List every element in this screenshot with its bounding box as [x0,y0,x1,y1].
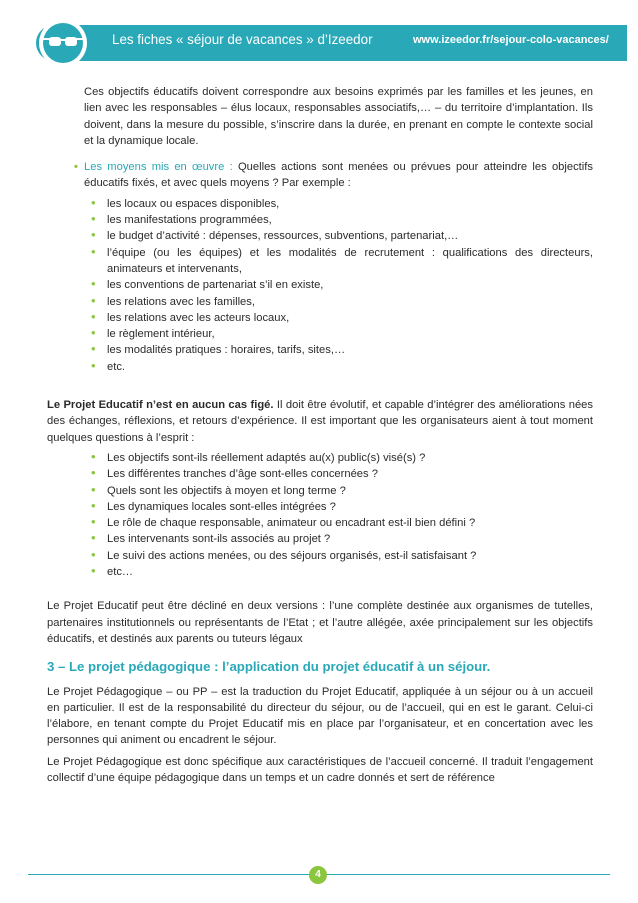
bullet-icon: • [91,292,96,308]
evolving-text: Il doit être évolutif, et capable d’intégrer des améliorations nées des échanges, réflexions, et retours d’expérience. Il est important que les organisateurs aient à tout moment quelques questions à l’esprit : [47,399,593,444]
list-item: • les locaux ou espaces disponibles, [91,194,280,210]
list-item: • etc… [91,563,134,579]
list-item: • les relations avec les acteurs locaux, [91,308,290,324]
questions-list [47,450,593,580]
bullet-icon: • [91,308,96,324]
list-item: • les modalités pratiques : horaires, tarifs, sites,… [91,341,346,357]
bullet-icon: • [91,276,96,292]
bullet-icon: • [91,341,96,357]
list-item: • Les intervenants sont-ils associés au projet ? [91,530,331,546]
section-3-title: 3 – Le projet pédagogique : l’application du projet éducatif à un séjour. [47,659,491,675]
bullet-icon: • [74,161,78,174]
bullet-icon: • [91,497,96,513]
evolving-paragraph [47,397,593,446]
page-header [0,0,638,62]
bullet-icon: • [91,357,96,373]
bullet-icon: • [91,465,96,481]
means-label: Les moyens mis en œuvre : [84,161,233,174]
bullet-icon: • [91,194,96,210]
list-item: • Quels sont les objectifs à moyen et long terme ? [91,481,346,497]
bullet-icon: • [91,448,96,464]
bullet-icon: • [91,530,96,546]
means-text: Quelles actions sont menées ou prévues pour atteindre les objectifs éducatifs fixés, et avec quels moyens ? Par exemple : [84,161,593,190]
list-item: • Les dynamiques locales sont-elles intégrées ? [91,497,336,513]
section-3-paragraph-2: Le Projet Pédagogique est donc spécifique aux caractéristiques de l’accueil concerné. Il traduit l’engagement collectif d’une équipe pédagogique dans un temps et un cadre donnés et sert de référence [47,755,593,784]
header-title: Les fiches « séjour de vacances » d’Izeedor [112,32,373,47]
intro-paragraph: Ces objectifs éducatifs doivent correspondre aux besoins exprimés par les familles et les jeunes, en lien avec les responsables – élus locaux, responsables associatifs,… – du territoire d’implantation. Ils doivent, dans la mesure du possible, s’inscrire dans la durée, en prenant en compte le contexte social et la dynamique locale. [84,86,593,147]
page-body [47,84,593,786]
list-item: • les manifestations programmées, [91,211,272,227]
bullet-icon: • [91,227,96,243]
list-item: • Les objectifs sont-ils réellement adaptés au(x) public(s) visé(s) ? [91,448,426,464]
list-item: • Les différentes tranches d’âge sont-elles concernées ? [91,465,378,481]
evolving-bold: Le Projet Educatif n’est en aucun cas figé. [47,399,274,412]
list-item: • le règlement intérieur, [91,325,215,341]
page-number: 4 [309,866,327,884]
bullet-icon: • [91,546,96,562]
means-list [47,196,593,375]
list-item: • etc. [91,357,126,373]
list-item: • Le suivi des actions menées, ou des séjours organisés, est-il satisfaisant ? [91,546,477,562]
glasses-icon [32,16,94,68]
header-url[interactable]: www.izeedor.fr/sejour-colo-vacances/ [413,34,609,46]
section-3-paragraph-1: Le Projet Pédagogique – ou PP – est la traduction du Projet Educatif, appliquée à un séjour ou à un accueil en particulier. Il est de la responsabilité du directeur du séjour, ou de l’accueil, qui en est le garant. Celui-ci l’élabore, en tenant compte du Projet Educatif mis en place par l’organisateur, et en concertation avec les personnes qui animent ou encadrent le séjour. [47,685,593,747]
means-paragraph [74,159,593,192]
bullet-icon: • [91,514,96,530]
bullet-icon: • [91,211,96,227]
bullet-icon: • [91,563,96,579]
bullet-icon: • [91,243,96,259]
list-item: • Le rôle de chaque responsable, animateur ou encadrant est-il bien défini ? [91,514,476,530]
list-item: • les relations avec les familles, [91,292,255,308]
bullet-icon: • [91,481,96,497]
versions-paragraph: Le Projet Educatif peut être décliné en deux versions : l’une complète destinée aux organismes de tutelles, partenaires institutionnels ou représentants de l’Etat ; et l’autre allégée, axée principalement sur les objectifs éducatifs, et destinés aux parents ou tuteurs légaux [47,600,593,645]
list-item: • le budget d’activité : dépenses, ressources, subventions, partenariat,… [91,227,459,243]
list-item: • les conventions de partenariat s’il en existe, [91,276,324,292]
bullet-icon: • [91,325,96,341]
list-item: • l’équipe (ou les équipes) et les modalités de recrutement : qualifications des directeurs, animateurs et intervenants, [91,243,593,275]
